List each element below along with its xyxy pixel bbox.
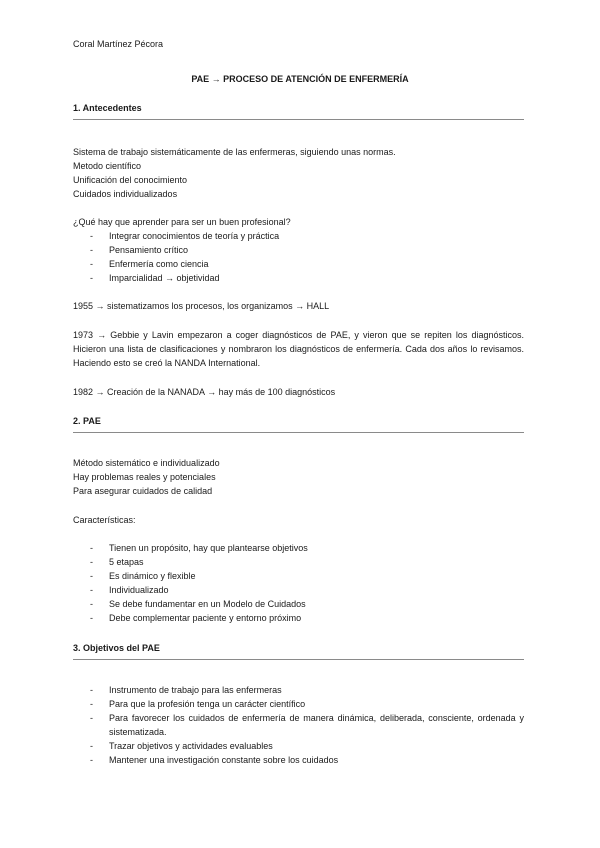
list-item: - Para favorecer los cuidados de enfermería de manera dinámica, deliberada, consciente, ordenada y sistematizada. [73, 711, 524, 739]
list-item: - 5 etapas [73, 555, 524, 569]
section-heading-objetivos [73, 641, 524, 660]
caracteristicas-heading: Características: [73, 515, 136, 525]
list-item: - Individualizado [73, 583, 524, 597]
section-title: 3. Objetivos del PAE [73, 643, 160, 653]
list-item: - Pensamiento crítico [73, 243, 524, 257]
intro-line: Cuidados individualizados [73, 189, 178, 199]
caracteristicas-list [73, 541, 524, 625]
intro-line: Sistema de trabajo sistemáticamente de las enfermeras, siguiendo unas normas. [73, 147, 396, 157]
document-title: PAE → PROCESO DE ATENCIÓN DE ENFERMERÍA [191, 74, 409, 84]
antecedentes-intro [73, 145, 524, 201]
intro-line: Para asegurar cuidados de calidad [73, 486, 213, 496]
list-item: - Instrumento de trabajo para las enfermeras [73, 683, 524, 697]
list-item: - Tienen un propósito, hay que plantearse objetivos [73, 541, 524, 555]
author-name: Coral Martínez Pécora [73, 39, 164, 49]
intro-line: Método sistemático e individualizado [73, 458, 220, 468]
section-title: 2. PAE [73, 416, 101, 426]
objetivos-list [73, 683, 524, 767]
list-item: - Mantener una investigación constante sobre los cuidados [73, 753, 524, 767]
paragraph-1955: 1955 → sistematizamos los procesos, los organizamos → HALL [73, 301, 330, 311]
section-title: 1. Antecedentes [73, 103, 142, 113]
list-item: - Se debe fundamentar en un Modelo de Cuidados [73, 597, 524, 611]
list-item: - Trazar objetivos y actividades evaluables [73, 739, 524, 753]
question-text: ¿Qué hay que aprender para ser un buen profesional? [73, 217, 291, 227]
profesional-question [73, 215, 524, 285]
list-item: - Integrar conocimientos de teoría y práctica [73, 229, 524, 243]
intro-line: Metodo científico [73, 161, 142, 171]
section-heading-pae [73, 414, 524, 433]
intro-line: Unificación del conocimiento [73, 175, 188, 185]
section-heading-antecedentes [73, 101, 524, 120]
objetivos-block [73, 683, 524, 767]
list-item: - Debe complementar paciente y entorno próximo [73, 611, 524, 625]
section-divider [73, 119, 524, 120]
paragraph-1982: 1982 → Creación de la NANADA → hay más de 100 diagnósticos [73, 387, 336, 397]
list-item: - Es dinámico y flexible [73, 569, 524, 583]
section-divider [73, 659, 524, 660]
paragraph-1973: 1973 → Gebbie y Lavin empezaron a coger diagnósticos de PAE, y vieron que se repiten los diagnósticos. Hicieron una lista de clasificaciones y nombraron los diagnósticos de enfermería. Cada dos años lo revisamos. Haciendo esto se creó la NANDA International. [73, 330, 524, 368]
intro-line: Hay problemas reales y potenciales [73, 472, 216, 482]
caracteristicas-block [73, 541, 524, 625]
profesional-list [73, 229, 524, 285]
list-item: - Enfermería como ciencia [73, 257, 524, 271]
section-divider [73, 432, 524, 433]
list-item: - Para que la profesión tenga un carácter científico [73, 697, 524, 711]
list-item: - Imparcialidad → objetividad [73, 271, 524, 285]
pae-intro [73, 456, 524, 498]
